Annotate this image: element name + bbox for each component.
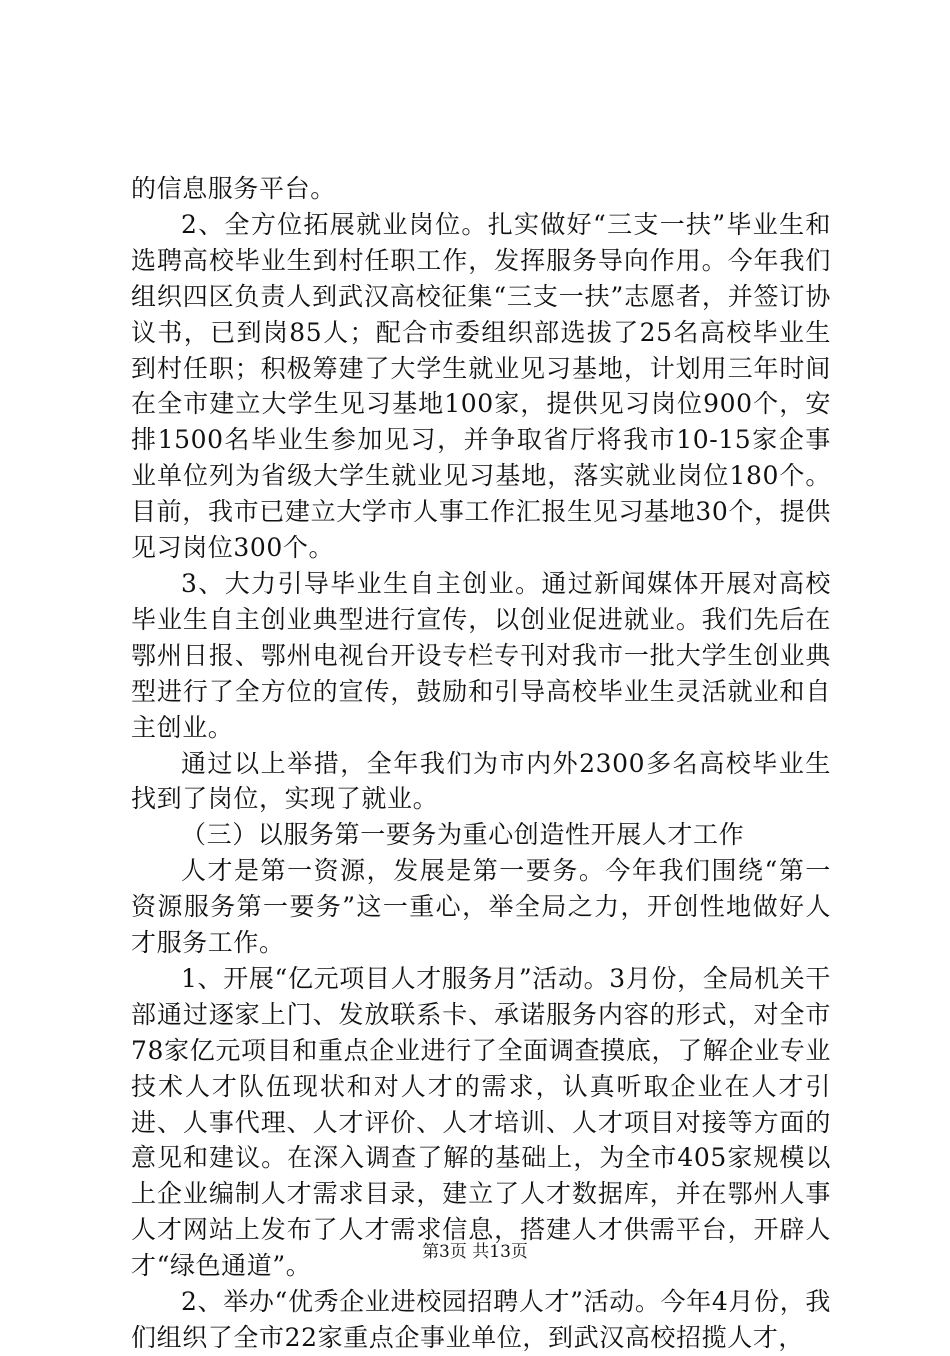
- section-heading: （三）以服务第一要务为重心创造性开展人才工作: [181, 820, 745, 850]
- paragraph-summary: 通过以上举措，全年我们为市内外2300多名高校毕业生找到了岗位，实现了就业。: [131, 748, 831, 814]
- paragraph-campus-recruit: 2、举办“优秀企业进校园招聘人才”活动。今年4月份，我们组织了全市22家重点企事业单位，到武汉高校招揽人才，: [131, 1287, 831, 1352]
- paragraph-entrepreneurship: 3、大力引导毕业生自主创业。通过新闻媒体开展对高校毕业生自主创业典型进行宣传，以创业促进就业。我们先后在鄂州日报、鄂州电视台开设专栏专刊对我市一批大学生创业典型进行了全方位的宣传，鼓励和引导高校毕业生灵活就业和自主创业。: [131, 568, 831, 742]
- paragraph-service-month: 1、开展“亿元项目人才服务月”活动。3月份，全局机关干部通过逐家上门、发放联系卡、承诺服务内容的形式，对全市78家亿元项目和重点企业进行了全面调查摸底，了解企业专业技术人才队伍现状和对人才的需求，认真听取企业在人才引进、人事代理、人才评价、人才培训、人才项目对接等方面的意见和建议。在深入调查了解的基础上，为全市405家规模以上企业编制人才需求目录，建立了人才数据库，并在鄂州人事人才网站上发布了人才需求信息，搭建人才供需平台，开辟人才“绿色通道”。: [131, 963, 831, 1281]
- page-number-footer: 第3页 共13页: [422, 1242, 528, 1262]
- document-body: [131, 171, 831, 1356]
- paragraph-continuation: 的信息服务平台。: [131, 174, 336, 203]
- paragraph-talent-intro: 人才是第一资源，发展是第一要务。今年我们围绕“第一资源服务第一要务”这一重心，举全局之力，开创性地做好人才服务工作。: [131, 856, 831, 958]
- paragraph-expand-jobs: 2、全方位拓展就业岗位。扎实做好“三支一扶”毕业生和选聘高校毕业生到村任职工作，发挥服务导向作用。今年我们组织四区负责人到武汉高校征集“三支一扶”志愿者，并签订协议书，已到岗85人；配合市委组织部选拔了25名高校毕业生到村任职；积极筹建了大学生就业见习基地，计划用三年时间在全市建立大学生见习基地100家，提供见习岗位900个，安排1500名毕业生参加见习，并争取省厅将我市10-15家企事业单位列为省级大学生就业见习基地，落实就业岗位180个。目前，我市已建立大学市人事工作汇报生见习基地30个，提供见习岗位300个。: [131, 209, 831, 563]
